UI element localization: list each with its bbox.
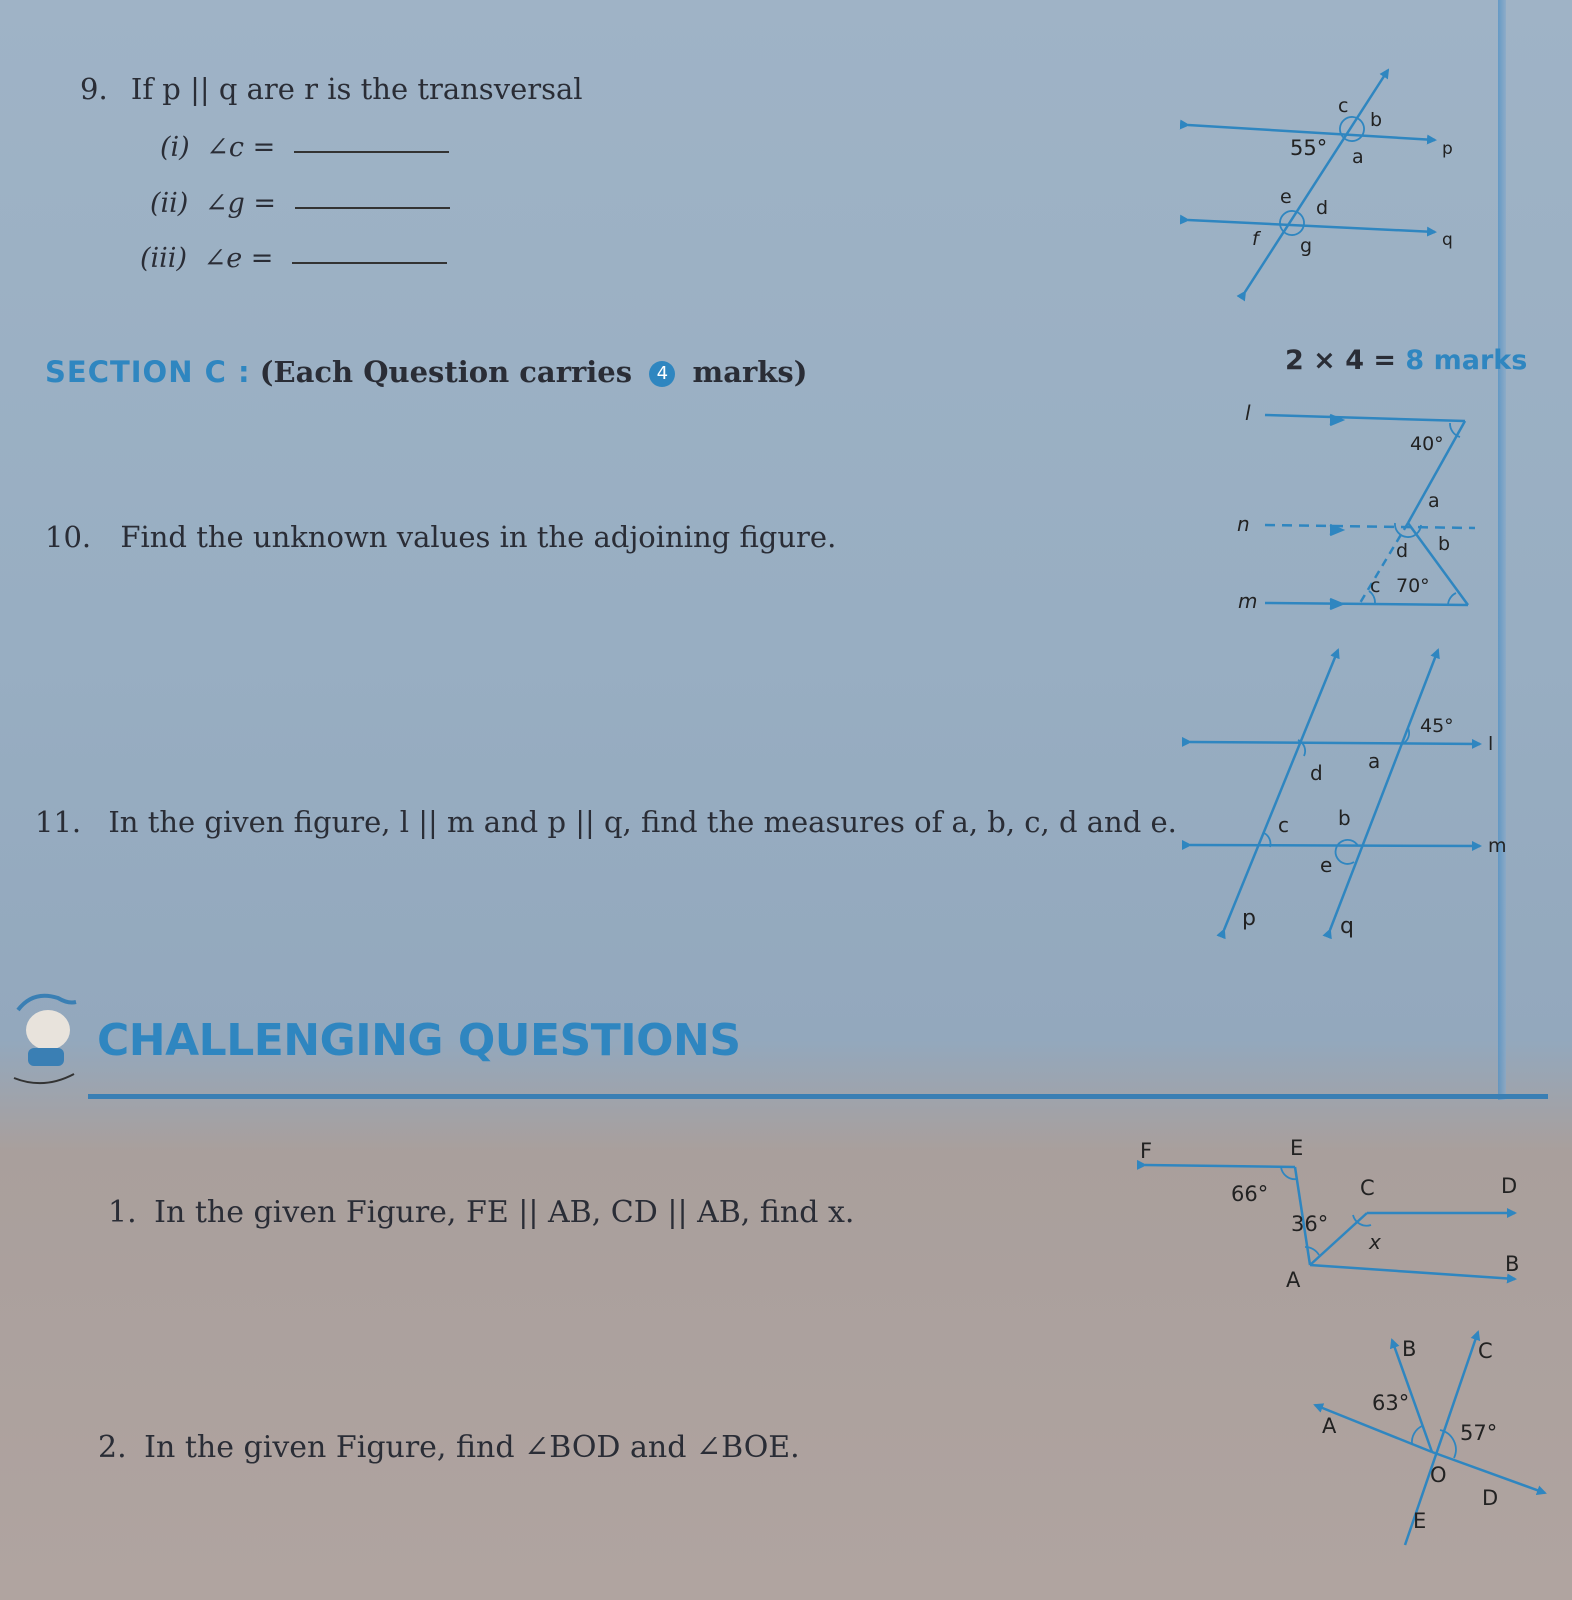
cq1-fig-label-b: B <box>1505 1252 1520 1276</box>
q9-item-3 <box>140 243 447 274</box>
marks-value: 8 marks <box>1405 345 1528 376</box>
cq1-fig-label-e: E <box>1290 1136 1304 1160</box>
q9-fig-angle: 55° <box>1290 136 1328 160</box>
q10-fig-angle-bottom: 70° <box>1396 575 1430 597</box>
cq2-fig-label-c: C <box>1478 1339 1493 1363</box>
q9-item-3-blank[interactable] <box>292 256 447 264</box>
cq1-fig-label-f: F <box>1140 1139 1153 1163</box>
question-11-text: In the given figure, l || m and p || q, find the measures of a, b, c, d and e. <box>108 805 1177 839</box>
question-10 <box>45 520 836 554</box>
q11-fig-label-b: b <box>1338 806 1351 830</box>
marks-expr: 2 × 4 = <box>1285 345 1406 376</box>
challenging-question-1-number: 1. <box>108 1195 137 1230</box>
challenging-q1-figure <box>1135 1135 1530 1295</box>
cq2-fig-angle-63: 63° <box>1372 1391 1410 1415</box>
q9-fig-label-a: a <box>1352 146 1364 168</box>
question-10-number: 10. <box>45 520 92 554</box>
q11-fig-label-a: a <box>1368 749 1381 773</box>
cq2-fig-label-a: A <box>1322 1414 1337 1438</box>
cq1-fig-label-c: C <box>1360 1176 1375 1200</box>
q9-item-1-expr: ∠c = <box>206 132 276 163</box>
q11-fig-label-q: q <box>1340 914 1354 939</box>
q9-fig-label-c: c <box>1338 95 1349 117</box>
q9-fig-label-e: e <box>1280 186 1292 208</box>
mascot-icon <box>14 990 84 1090</box>
challenging-q2-figure <box>1310 1320 1555 1550</box>
q9-item-2-expr: ∠g = <box>204 188 277 219</box>
q11-figure <box>1180 640 1520 945</box>
q10-fig-label-b: b <box>1438 533 1451 555</box>
cq1-fig-label-a: A <box>1286 1268 1301 1292</box>
q10-fig-label-a: a <box>1428 490 1440 512</box>
question-9-number: 9. <box>80 72 108 106</box>
section-c-label: SECTION C : <box>45 355 251 389</box>
cq1-fig-angle-66: 66° <box>1231 1182 1269 1206</box>
q9-fig-label-g: g <box>1300 235 1313 257</box>
question-11 <box>35 805 1177 839</box>
q9-fig-label-p: p <box>1442 139 1453 159</box>
q9-fig-label-b: b <box>1370 109 1383 131</box>
question-9-text: If p || q are r is the transversal <box>130 72 583 106</box>
q11-fig-label-d: d <box>1310 761 1323 785</box>
question-11-number: 11. <box>35 805 82 839</box>
q11-fig-label-p: p <box>1242 906 1256 931</box>
section-divider <box>88 1094 1548 1099</box>
q9-item-2 <box>150 188 450 219</box>
q11-fig-label-m: m <box>1488 835 1507 857</box>
q9-item-1-number: (i) <box>160 132 190 163</box>
q9-fig-label-q: q <box>1442 230 1453 250</box>
q10-figure <box>1237 400 1500 615</box>
q9-item-2-number: (ii) <box>150 188 189 219</box>
q9-item-1-blank[interactable] <box>294 145 449 153</box>
q10-fig-label-c: c <box>1370 575 1381 597</box>
q11-fig-angle: 45° <box>1420 715 1454 737</box>
q9-fig-label-f: f <box>1252 228 1259 250</box>
marks-badge: 4 <box>649 361 675 387</box>
section-c-header <box>45 355 807 389</box>
cq1-fig-label-x: x <box>1369 1230 1381 1254</box>
cq2-fig-label-b: B <box>1402 1337 1417 1361</box>
section-c-marks <box>1285 345 1527 376</box>
challenging-question-2 <box>98 1430 800 1465</box>
cq1-fig-angle-36: 36° <box>1291 1212 1329 1236</box>
q9-item-1 <box>160 132 449 163</box>
cq2-fig-label-d: D <box>1482 1486 1499 1510</box>
q10-fig-label-n: n <box>1237 512 1250 536</box>
cq2-fig-label-e: E <box>1413 1509 1427 1533</box>
question-9 <box>80 72 583 106</box>
q11-fig-label-c: c <box>1278 813 1289 837</box>
section-c-desc-after: marks) <box>692 355 808 389</box>
challenging-question-1 <box>108 1195 854 1230</box>
q10-fig-angle-top: 40° <box>1410 433 1444 455</box>
challenging-questions-title: CHALLENGING QUESTIONS <box>97 1015 741 1066</box>
cq2-fig-angle-57: 57° <box>1460 1421 1498 1445</box>
challenging-question-2-text: In the given Figure, find ∠BOD and ∠BOE. <box>144 1430 800 1465</box>
q9-item-3-expr: ∠e = <box>203 243 274 274</box>
q9-figure <box>1180 60 1480 305</box>
question-10-text: Find the unknown values in the adjoining figure. <box>120 520 837 554</box>
section-c-desc-before: (Each Question carries <box>259 355 633 389</box>
challenging-question-2-number: 2. <box>98 1430 127 1465</box>
q10-fig-label-l: l <box>1245 401 1251 425</box>
cq1-fig-label-d: D <box>1501 1174 1518 1198</box>
cq2-fig-label-o: O <box>1430 1463 1447 1487</box>
q9-item-3-number: (iii) <box>140 243 187 274</box>
q9-item-2-blank[interactable] <box>295 201 450 209</box>
q10-fig-label-m: m <box>1238 589 1258 613</box>
q10-fig-label-d: d <box>1396 540 1409 562</box>
challenging-question-1-text: In the given Figure, FE || AB, CD || AB, find x. <box>154 1195 855 1230</box>
q11-fig-label-e: e <box>1320 853 1333 877</box>
q9-fig-label-d: d <box>1316 197 1329 219</box>
q11-fig-label-l: l <box>1488 733 1494 755</box>
